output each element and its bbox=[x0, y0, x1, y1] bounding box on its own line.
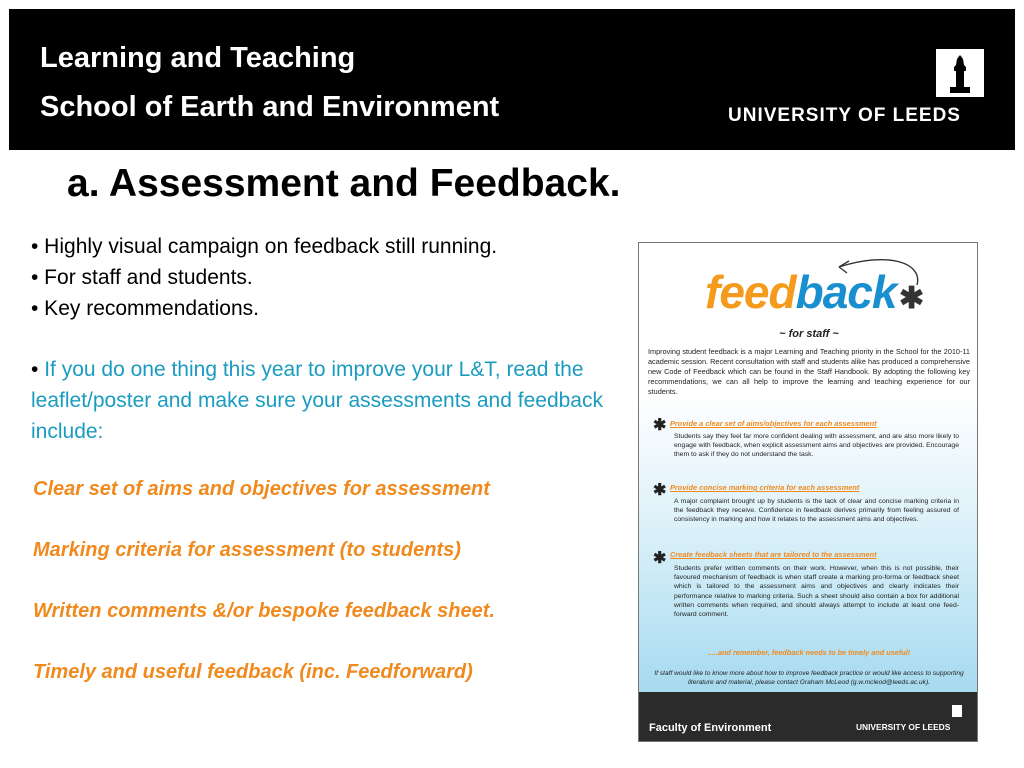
feedback-logo bbox=[705, 265, 896, 319]
recommendation-item: Clear set of aims and objectives for assessment bbox=[33, 478, 490, 500]
leaflet-subtitle: ~ for staff ~ bbox=[779, 328, 839, 340]
leaflet-contact: If staff would like to know more about how to improve feedback practice or would like access to supporting literature and material, please contact Graham McLeod (g.w.mcleod@leeds.ac.uk). bbox=[654, 670, 964, 686]
bullet-item: • Highly visual campaign on feedback still running. bbox=[31, 235, 498, 258]
feedback-leaflet bbox=[638, 242, 978, 742]
logo-back-text: back bbox=[795, 266, 897, 318]
faculty-name: Faculty of Environment bbox=[649, 722, 772, 734]
recommendation-item: Timely and useful feedback (inc. Feedforward) bbox=[33, 661, 473, 683]
university-logo-text: UNIVERSITY OF LEEDS bbox=[728, 105, 961, 126]
asterisk-icon: ✱ bbox=[653, 417, 667, 434]
leaflet-section-heading: Provide concise marking criteria for each assessment bbox=[670, 483, 860, 492]
bullet-item: • For staff and students. bbox=[31, 266, 253, 289]
leaflet-section-body: Students prefer written comments on their work. However, when this is not possible, their favoured mechanism of feedback is when staff create a marking pro-forma or feedback sheet which is tailored to the assessment aims and objectives and clearly indicates their performance relative to marking criteria. Such a sheet should also contain a box for additional written comments when required, and should always attempt to include at least one feed-forward comment. bbox=[674, 565, 959, 619]
leaflet-remember: .....and remember, feedback needs to be timely and useful! bbox=[707, 648, 911, 657]
highlight-bullet: • bbox=[31, 358, 39, 381]
highlight-paragraph bbox=[31, 354, 631, 447]
university-crest-icon bbox=[936, 49, 984, 97]
logo-feed-text: feed bbox=[705, 266, 796, 318]
asterisk-icon: ✱ bbox=[653, 550, 667, 567]
bullet-list bbox=[31, 231, 631, 324]
bullet-item: • Key recommendations. bbox=[31, 297, 259, 320]
leaflet-section-body: A major complaint brought up by students is the lack of clear and concise marking criteria in the feedback they receive. Confidence in feedback derives primarily from feeling assured of consistency in marking and how it relates to the assessment aims and objectives. bbox=[674, 498, 959, 524]
leaflet-section-heading: Create feedback sheets that are tailored to the assessment bbox=[670, 550, 877, 559]
university-crest-icon bbox=[952, 705, 962, 717]
asterisk-icon: ✱ bbox=[899, 282, 925, 315]
footer-university-text: UNIVERSITY OF LEEDS bbox=[856, 722, 951, 732]
highlight-text: If you do one thing this year to improve your L&T, read the leaflet/poster and make sure your assessments and feedback include: bbox=[31, 358, 603, 443]
leaflet-section-body: Students say they feel far more confident dealing with assessment, and are also more likely to engage with feedback, when explicit assessment aims and objectives are provided. Encourage them to ask if they do not understand the task. bbox=[674, 433, 959, 459]
leaflet-footer bbox=[639, 692, 978, 742]
leaflet-section-heading: Provide a clear set of aims/objectives for each assessment bbox=[670, 419, 877, 428]
asterisk-icon: ✱ bbox=[653, 482, 667, 499]
header-title-line2: School of Earth and Environment bbox=[40, 91, 500, 123]
header-title-line1: Learning and Teaching bbox=[40, 42, 356, 74]
header-banner bbox=[9, 9, 1015, 150]
recommendation-item: Written comments &/or bespoke feedback sheet. bbox=[33, 600, 495, 622]
recommendation-item: Marking criteria for assessment (to students) bbox=[33, 539, 461, 561]
leaflet-intro: Improving student feedback is a major Learning and Teaching priority in the School for the 2010-11 academic session. Recent consultation with staff and students alike has produced a comprehensive new Code of Feedback which can be found in the Staff Handbook. By adopting the following key recommendations, we can all help to improve the learning and teaching experience for our students. bbox=[648, 347, 970, 396]
slide-title: a. Assessment and Feedback. bbox=[67, 162, 621, 205]
